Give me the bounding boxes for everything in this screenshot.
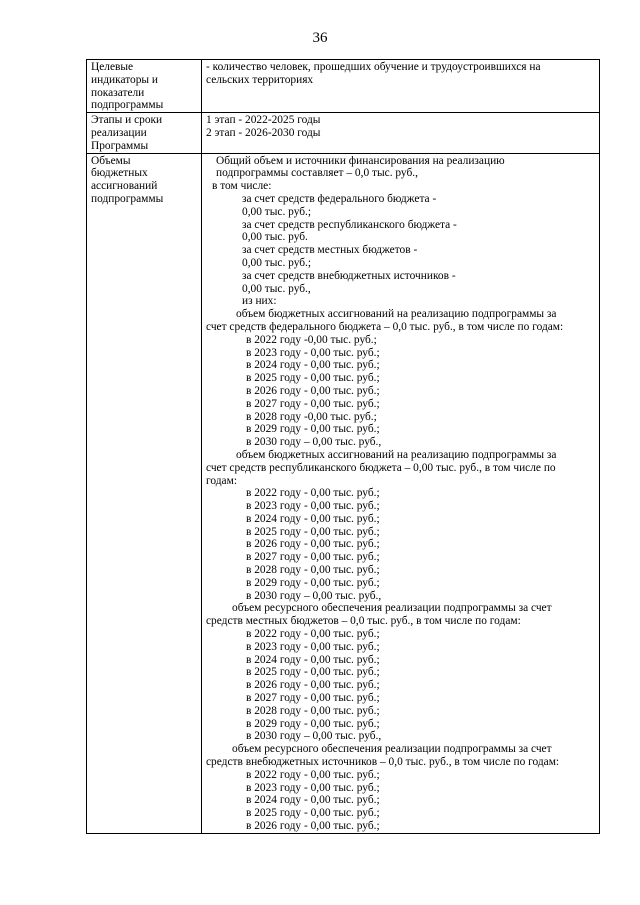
federal-year-line: в 2023 году - 0,00 тыс. руб.; [246, 346, 380, 359]
extrabudget-year-line: в 2023 году - 0,00 тыс. руб.; [246, 781, 380, 794]
federal-year-line: в 2025 году - 0,00 тыс. руб.; [246, 372, 380, 385]
value-line: 2 этап - 2026-2030 годы [206, 126, 321, 139]
funding-intro-line: подпрограммы составляет – 0,0 тыс. руб., [216, 167, 418, 180]
source-line: за счет средств республиканского бюджета - [242, 218, 457, 231]
label-line: Целевые [91, 61, 134, 73]
funding-intro-line: Общий объем и источники финансирования на реализацию [216, 154, 505, 167]
extrabudget-head-line: объем ресурсного обеспечения реализации подпрограммы за счет [232, 743, 552, 756]
republic-year-line: в 2026 году - 0,00 тыс. руб.; [246, 538, 380, 551]
republic-head-line: объем бюджетных ассигнований на реализацию подпрограммы за [236, 448, 557, 461]
federal-head-line: счет средств федерального бюджета – 0,0 тыс. руб., в том числе по годам: [206, 320, 564, 333]
federal-year-line: в 2029 году - 0,00 тыс. руб.; [246, 423, 380, 436]
source-line: 0,00 тыс. руб. [242, 231, 308, 244]
label-line: подпрограммы [91, 99, 164, 112]
row-value-funding [202, 153, 600, 833]
local-year-line: в 2024 году - 0,00 тыс. руб.; [246, 653, 380, 666]
federal-year-line: в 2030 году – 0,00 тыс. руб., [246, 436, 382, 449]
extrabudget-year-line: в 2022 году - 0,00 тыс. руб.; [246, 768, 380, 781]
local-year-line: в 2023 году - 0,00 тыс. руб.; [246, 640, 380, 653]
local-year-line: в 2027 году - 0,00 тыс. руб.; [246, 692, 380, 705]
republic-head-line: счет средств республиканского бюджета – 0,00 тыс. руб., в том числе по [206, 461, 556, 474]
label-line: подпрограммы [91, 192, 164, 205]
funding-intro-line: в том числе: [212, 180, 272, 193]
source-line: 0,00 тыс. руб., [242, 282, 311, 295]
extrabudget-year-line: в 2026 году - 0,00 тыс. руб.; [246, 820, 380, 833]
source-line: 0,00 тыс. руб.; [242, 205, 312, 218]
label-line: индикаторы и [91, 73, 159, 86]
label-line: Этапы и сроки [91, 114, 163, 127]
federal-head-line: объем бюджетных ассигнований на реализацию подпрограммы за [236, 308, 557, 321]
row-value-stages [202, 113, 600, 153]
row-label-funding [87, 153, 202, 833]
local-year-line: в 2028 году - 0,00 тыс. руб.; [246, 704, 380, 717]
republic-year-line: в 2023 году - 0,00 тыс. руб.; [246, 500, 380, 513]
table-row-funding [87, 153, 600, 833]
row-label-stages [87, 113, 202, 153]
table-row-indicators [87, 60, 600, 113]
local-year-line: в 2026 году - 0,00 тыс. руб.; [246, 679, 380, 692]
extrabudget-year-line: в 2024 году - 0,00 тыс. руб.; [246, 794, 380, 807]
passport-table [86, 59, 600, 834]
local-year-line: в 2025 году - 0,00 тыс. руб.; [246, 666, 380, 679]
label-line: бюджетных [91, 167, 148, 180]
extrabudget-head-line: средств внебюджетных источников – 0,0 тыс. руб., в том числе по годам: [206, 756, 560, 769]
value-line: - количество человек, прошедших обучение и трудоустроившихся на [206, 61, 541, 73]
local-year-line: в 2030 году – 0,00 тыс. руб., [246, 730, 382, 743]
local-year-line: в 2022 году - 0,00 тыс. руб.; [246, 628, 380, 641]
republic-year-line: в 2027 году - 0,00 тыс. руб.; [246, 551, 380, 564]
label-line: Объемы [91, 154, 131, 167]
republic-year-line: в 2025 году - 0,00 тыс. руб.; [246, 525, 380, 538]
local-head-line: объем ресурсного обеспечения реализации подпрограммы за счет [232, 602, 552, 615]
value-line: 1 этап - 2022-2025 годы [206, 114, 321, 127]
federal-year-line: в 2027 году - 0,00 тыс. руб.; [246, 397, 380, 410]
republic-year-line: в 2030 году – 0,00 тыс. руб., [246, 589, 382, 602]
republic-head-line: годам: [206, 474, 237, 487]
row-label-indicators [87, 60, 202, 113]
label-line: реализации [91, 126, 147, 139]
source-line: за счет средств внебюджетных источников - [242, 269, 456, 282]
source-line: за счет средств местных бюджетов - [242, 244, 418, 257]
extrabudget-year-line: в 2025 году - 0,00 тыс. руб.; [246, 807, 380, 820]
page-number: 36 [312, 30, 328, 46]
row-value-indicators [202, 60, 600, 113]
source-line: из них: [242, 295, 277, 308]
label-line: Программы [91, 139, 149, 152]
republic-year-line: в 2024 году - 0,00 тыс. руб.; [246, 512, 380, 525]
federal-year-line: в 2028 году -0,00 тыс. руб.; [246, 410, 377, 423]
local-head-line: средств местных бюджетов – 0,0 тыс. руб., в том числе по годам: [206, 615, 521, 628]
table-row-stages [87, 113, 600, 153]
label-line: ассигнований [91, 180, 158, 193]
local-year-line: в 2029 году - 0,00 тыс. руб.; [246, 717, 380, 730]
federal-year-line: в 2022 году -0,00 тыс. руб.; [246, 333, 377, 346]
republic-year-line: в 2028 году - 0,00 тыс. руб.; [246, 564, 380, 577]
federal-year-line: в 2024 году - 0,00 тыс. руб.; [246, 359, 380, 372]
federal-year-line: в 2026 году - 0,00 тыс. руб.; [246, 384, 380, 397]
label-line: показатели [91, 86, 145, 99]
source-line: за счет средств федерального бюджета - [242, 192, 437, 205]
republic-year-line: в 2029 году - 0,00 тыс. руб.; [246, 576, 380, 589]
republic-year-line: в 2022 году - 0,00 тыс. руб.; [246, 487, 380, 500]
value-line: сельских территориях [206, 73, 314, 86]
source-line: 0,00 тыс. руб.; [242, 256, 312, 269]
